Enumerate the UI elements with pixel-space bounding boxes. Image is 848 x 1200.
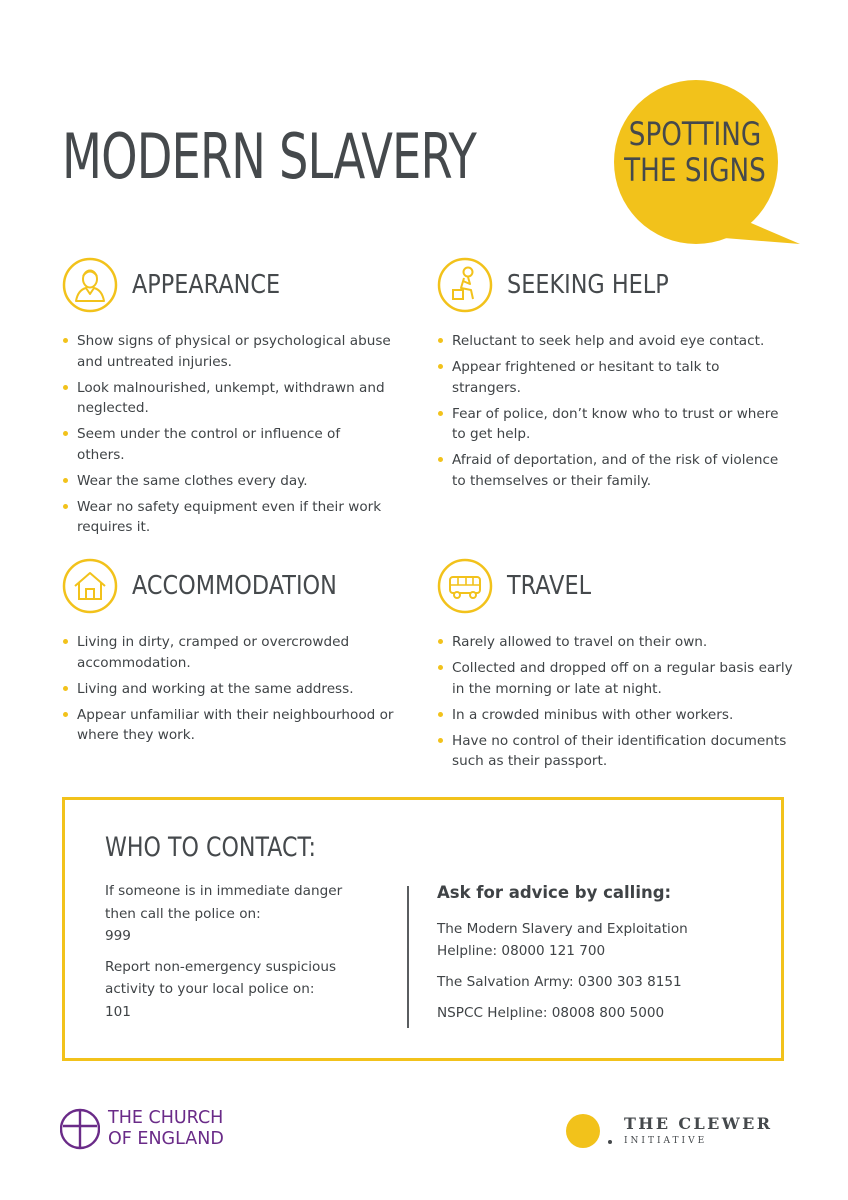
clewer-initiative-logo [566, 1110, 796, 1150]
clewer-dot-icon [608, 1140, 612, 1144]
sitting-person-icon [437, 257, 493, 313]
travel-list [437, 632, 797, 777]
bubble-text [620, 116, 769, 188]
section-heading: APPEARANCE [132, 270, 281, 300]
clewer-subtitle: INITIATIVE [624, 1136, 708, 1146]
emergency-number: 999 [105, 928, 131, 944]
list-item: Show signs of physical or psychological abuse and untreated injuries. [62, 331, 392, 372]
contact-helplines [437, 880, 757, 1033]
emergency-text [105, 880, 375, 948]
list-item: Wear the same clothes every day. [62, 471, 392, 492]
accommodation-list [62, 632, 407, 751]
list-item: Afraid of deportation, and of the risk of violence to themselves or their family. [437, 450, 792, 491]
list-item: Appear frightened or hesitant to talk to strangers. [437, 357, 792, 398]
helpline-nspcc: NSPCC Helpline: 08008 800 5000 [437, 1005, 665, 1021]
spotting-signs-bubble [604, 80, 800, 250]
helpline-modern-slavery: The Modern Slavery and Exploitation Helpline: 08000 121 700 [437, 921, 688, 959]
church-cross-icon [60, 1106, 100, 1152]
divider [407, 886, 409, 1028]
non-emergency-description: Report non-emergency suspicious activity to your local police on: [105, 958, 337, 997]
section-heading: TRAVEL [507, 571, 592, 601]
appearance-list [62, 331, 392, 543]
list-item: Rarely allowed to travel on their own. [437, 632, 797, 653]
non-emergency-number: 101 [105, 1003, 131, 1020]
section-heading: ACCOMMODATION [132, 571, 337, 601]
list-item: Seem under the control or influence of others. [62, 424, 392, 465]
person-icon [62, 257, 118, 313]
list-item: In a crowded minibus with other workers. [437, 705, 797, 726]
page-title: MODERN SLAVERY [62, 120, 476, 193]
church-name [108, 1108, 224, 1150]
clewer-circle-icon [566, 1114, 600, 1148]
list-item: Living in dirty, cramped or overcrowded accommodation. [62, 632, 407, 673]
house-icon [62, 558, 118, 614]
church-of-england-logo [60, 1106, 300, 1156]
helpline-salvation-army: The Salvation Army: 0300 303 8151 [437, 974, 682, 990]
list-item: Reluctant to seek help and avoid eye contact. [437, 331, 792, 352]
list-item: Have no control of their identification documents such as their passport. [437, 731, 797, 772]
church-line-2: OF ENGLAND [108, 1129, 224, 1149]
emergency-description: If someone is in immediate danger then call the police on: [105, 883, 343, 922]
list-item: Collected and dropped off on a regular basis early in the morning or late at night. [437, 658, 797, 699]
bubble-line-2: THE SIGNS [624, 151, 766, 189]
list-item: Appear unfamiliar with their neighbourhood or where they work. [62, 705, 407, 746]
non-emergency-text [105, 956, 375, 1024]
contact-police [105, 880, 375, 1031]
list-item: Fear of police, don’t know who to trust or where to get help. [437, 404, 792, 445]
bus-icon [437, 558, 493, 614]
list-item: Wear no safety equipment even if their work requires it. [62, 497, 392, 538]
list-item: Look malnourished, unkempt, withdrawn and neglected. [62, 378, 392, 419]
bubble-line-1: SPOTTING [628, 115, 762, 153]
contact-title: WHO TO CONTACT: [105, 832, 317, 863]
church-line-1: THE CHURCH [108, 1108, 224, 1128]
list-item: Living and working at the same address. [62, 679, 407, 700]
section-heading: SEEKING HELP [507, 270, 669, 300]
contact-box [62, 797, 784, 1061]
clewer-name: THE CLEWER [624, 1114, 773, 1133]
seeking-help-list [437, 331, 792, 497]
ask-heading: Ask for advice by calling: [437, 883, 672, 902]
